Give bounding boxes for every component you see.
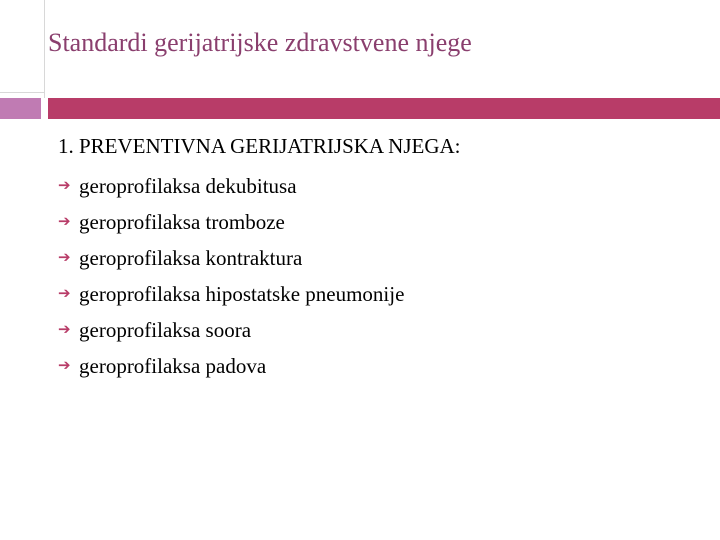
title-divider-bar bbox=[48, 98, 720, 119]
list-item-text: geroprofilaksa hipostatske pneumonije bbox=[79, 281, 405, 306]
arrow-right-icon: ➔ bbox=[58, 285, 71, 302]
list-item-text: geroprofilaksa tromboze bbox=[79, 209, 285, 234]
arrow-right-icon: ➔ bbox=[58, 177, 71, 194]
bullet-list bbox=[58, 168, 404, 384]
list-item-text: geroprofilaksa soora bbox=[79, 317, 252, 342]
arrow-right-icon: ➔ bbox=[58, 357, 71, 374]
arrow-right-icon: ➔ bbox=[58, 321, 71, 338]
list-item bbox=[58, 312, 404, 348]
arrow-right-icon: ➔ bbox=[58, 249, 71, 266]
list-item bbox=[58, 240, 404, 276]
decorative-vertical-line bbox=[44, 0, 45, 98]
list-item-text: geroprofilaksa kontraktura bbox=[79, 245, 303, 270]
list-item bbox=[58, 168, 404, 204]
list-item bbox=[58, 204, 404, 240]
arrow-right-icon: ➔ bbox=[58, 213, 71, 230]
list-item-text: geroprofilaksa padova bbox=[79, 353, 267, 378]
list-item bbox=[58, 348, 404, 384]
slide-title: Standardi gerijatrijske zdravstvene njege bbox=[48, 28, 472, 57]
decorative-horizontal-line bbox=[0, 92, 44, 93]
title-accent-square bbox=[0, 98, 41, 119]
list-item-text: geroprofilaksa dekubitusa bbox=[79, 173, 297, 198]
section-heading: 1. PREVENTIVNA GERIJATRIJSKA NJEGA: bbox=[58, 134, 461, 158]
list-item bbox=[58, 276, 404, 312]
